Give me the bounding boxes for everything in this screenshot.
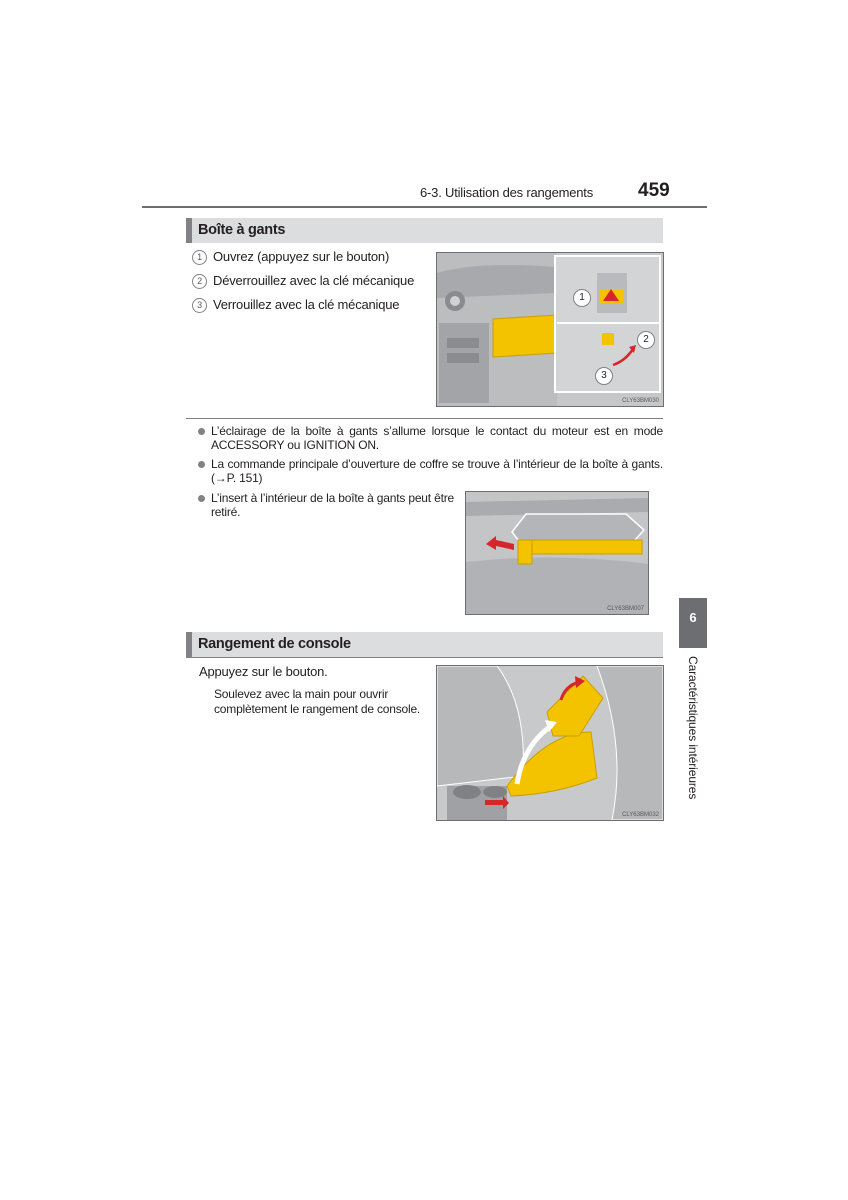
console-drawing — [437, 666, 663, 820]
glovebox-illustration — [436, 252, 664, 407]
chapter-label: Caractéristiques intérieures — [686, 656, 700, 800]
section-heading-glovebox — [186, 218, 663, 243]
section-title-glovebox: Boîte à gants — [198, 222, 286, 238]
header-divider — [142, 206, 707, 208]
figure-code: CLY63BM032 — [622, 812, 659, 818]
section-underline — [186, 657, 663, 658]
section-heading-console — [186, 632, 663, 657]
figure-code: CLY63BM030 — [622, 398, 659, 404]
bullet-dot — [198, 428, 205, 435]
insert-drawing — [466, 492, 648, 614]
console-instruction: Appuyez sur le bouton. — [199, 664, 328, 679]
note-item — [198, 424, 663, 452]
chapter-tab — [679, 598, 707, 648]
page-number: 459 — [638, 180, 670, 201]
running-header-section: 6-3. Utilisation des rangements — [420, 185, 594, 200]
step-number: 2 — [192, 274, 207, 289]
note-item — [198, 457, 663, 485]
callout-2: 2 — [637, 331, 655, 349]
note-text: L’insert à l’intérieur de la boîte à gants peut être retiré. — [211, 491, 454, 519]
callout-1: 1 — [573, 289, 591, 307]
step-3 — [192, 297, 399, 313]
figure-code: CLY63BM007 — [607, 606, 644, 612]
step-text: Verrouillez avec la clé mécanique — [213, 297, 400, 312]
chapter-number: 6 — [689, 610, 697, 625]
console-detail: Soulevez avec la main pour ouvrir complètement le rangement de console. — [214, 687, 421, 716]
note-text: L’éclairage de la boîte à gants s’allume lorsque le contact du moteur est en mode ACCESSORY ou IGNITION ON. — [211, 424, 663, 452]
section-title-console: Rangement de console — [198, 636, 351, 652]
bullet-dot — [198, 495, 205, 502]
note-item — [198, 491, 454, 519]
insert-illustration — [465, 491, 649, 615]
step-text: Déverrouillez avec la clé mécanique — [213, 273, 415, 288]
glovebox-drawing — [437, 253, 663, 406]
notes-divider — [186, 418, 663, 419]
note-text: La commande principale d’ouverture de coffre se trouve à l’intérieur de la boîte à gants. (→P. 151) — [211, 457, 663, 485]
step-1 — [192, 249, 389, 265]
bullet-dot — [198, 461, 205, 468]
console-illustration — [436, 665, 664, 821]
step-number: 3 — [192, 298, 207, 313]
step-text: Ouvrez (appuyez sur le bouton) — [213, 249, 390, 264]
step-2 — [192, 273, 414, 289]
step-number: 1 — [192, 250, 207, 265]
callout-3: 3 — [595, 367, 613, 385]
